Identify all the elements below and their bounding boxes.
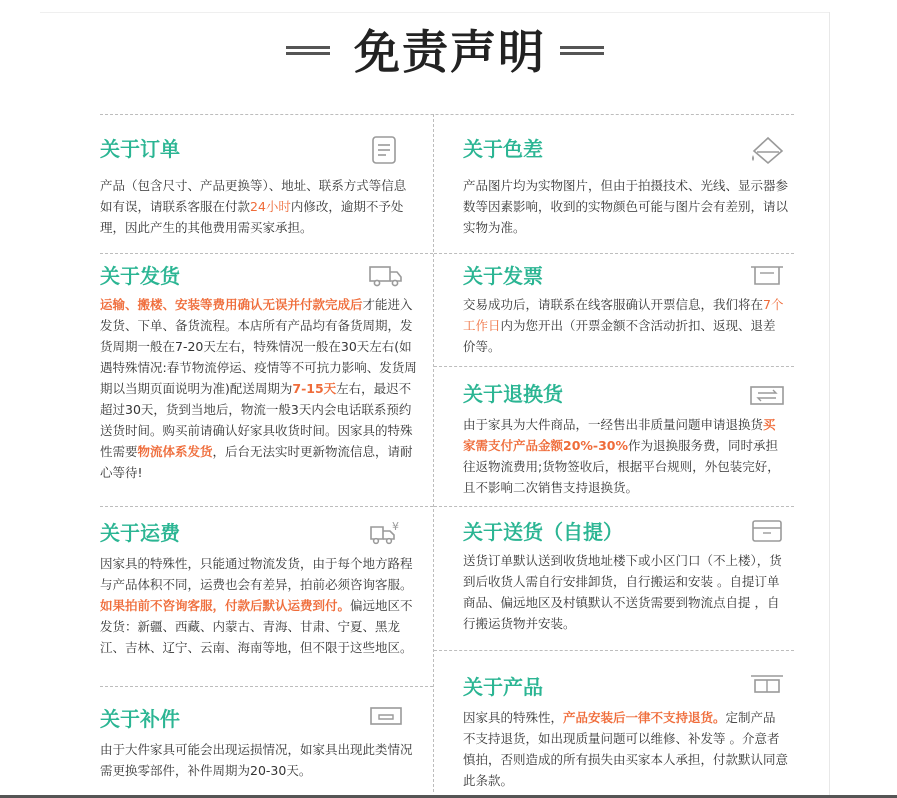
page-title: 免责声明 xyxy=(354,25,546,79)
title-decoration-right xyxy=(560,46,604,55)
highlight-text: 7-15天 xyxy=(292,381,337,396)
document-icon xyxy=(371,135,397,169)
section-body: 交易成功后，请联系在线客服确认开票信息，我们将在7个工作日内为您开出（开票金额不含活动折扣、返现、退差价等。 xyxy=(463,297,784,354)
divider xyxy=(100,686,433,687)
page-border xyxy=(829,12,830,798)
divider xyxy=(434,366,794,367)
sofa-icon xyxy=(749,673,785,701)
section-heading: 关于发票 xyxy=(463,264,543,288)
highlight-text: 7个工作日 xyxy=(463,297,784,333)
column-divider xyxy=(433,114,434,792)
divider xyxy=(434,506,794,507)
paint-bucket-icon xyxy=(749,135,787,169)
svg-text:¥: ¥ xyxy=(392,520,399,533)
section-body: 运输、搬楼、安装等费用确认无误并付款完成后才能进入发货、下单、备货流程。本店所有产品均有备货周期，发货周期一般在7-20天左右，特殊情况一般在30天左右(如遇特殊情况:春节物流停运、疫情等不可抗力影响、发货周期以当期页面说明为准)配送周期为7-15天左右，最迟不超过30天，货到当地后，物流一般3天内会电话联系预约送货时间。购买前请确认好家具收货时间。因家具的特殊性需要物流体系发货，后台无法实时更新物流信息，请耐心等待! xyxy=(100,297,417,480)
section-heading: 关于产品 xyxy=(463,675,543,699)
title-decoration-left xyxy=(286,46,330,55)
truck-yen-icon xyxy=(368,519,404,551)
highlight-text: 物流体系发货 xyxy=(137,444,213,459)
return-icon xyxy=(749,384,785,412)
section-heading: 关于退换货 xyxy=(463,382,563,406)
highlight-text: 运输、搬楼、安装等费用确认无误并付款完成后 xyxy=(100,297,363,312)
section-heading: 关于送货（自提） xyxy=(463,520,623,544)
divider xyxy=(434,650,794,651)
section-body: 由于大件家具可能会出现运损情况，如家具出现此类情况需更换零部件，补件周期为20-30天。 xyxy=(100,742,413,778)
section-heading: 关于补件 xyxy=(100,707,180,731)
section-heading: 关于发货 xyxy=(100,264,180,288)
page-header xyxy=(0,20,897,80)
section-body: 送货订单默认送到收货地址楼下或小区门口（不上楼），货到后收货人需自行安排卸货，自行搬运和安装 。自提订单商品、偏远地区及村镇默认不送货需要到物流点自提 ，自行搬运货物并安装。 xyxy=(463,553,782,631)
highlight-text: 买家需支付产品金额20%-30% xyxy=(463,417,776,453)
parts-icon xyxy=(368,705,404,733)
highlight-text: 如果拍前不咨询客服，付款后默认运费到付。 xyxy=(100,598,351,613)
section-body: 因家具的特殊性，只能通过物流发货，由于每个地方路程与产品体积不同，运费也会有差异，拍前必须咨询客服。如果拍前不咨询客服，付款后默认运费到付。偏远地区不发货：新疆、西藏、内蒙古、青海、甘肃、宁夏、黑龙江、吉林、辽宁、云南、海南等地，但不限于这些地区。 xyxy=(100,556,413,655)
divider xyxy=(100,506,433,507)
section-heading: 关于订单 xyxy=(100,137,180,161)
section-body: 由于家具为大件商品，一经售出非质量问题申请退换货买家需支付产品金额20%-30%作为退换服务费，同时承担往返物流费用;货物签收后，根据平台规则，外包装完好，且不影响二次销售支持退换货。 xyxy=(463,417,780,495)
section-heading: 关于运费 xyxy=(100,521,180,545)
divider xyxy=(100,253,433,254)
divider xyxy=(100,114,794,115)
section-body: 产品图片均为实物图片，但由于拍摄技术、光线、显示器参数等因素影响，收到的实物颜色可能与图片会有差别，请以实物为准。 xyxy=(463,178,789,235)
section-body: 产品（包含尺寸、产品更换等）、地址、联系方式等信息如有误，请联系客服在付款24小时内修改，逾期不予处理，因此产生的其他费用需买家承担。 xyxy=(100,178,407,235)
divider xyxy=(434,253,794,254)
truck-icon xyxy=(368,264,404,292)
box-icon xyxy=(749,518,785,548)
page-border xyxy=(40,12,830,13)
invoice-icon xyxy=(749,264,785,292)
highlight-text: 产品安装后一律不支持退货。 xyxy=(563,710,726,725)
highlight-text: 24小时 xyxy=(250,199,291,214)
section-heading: 关于色差 xyxy=(463,137,543,161)
section-body: 因家具的特殊性，产品安装后一律不支持退货。定制产品不支持退货，如出现质量问题可以维修、补发等 。介意者慎拍，否则造成的所有损失由买家本人承担，付款默认同意此条款。 xyxy=(463,710,789,788)
